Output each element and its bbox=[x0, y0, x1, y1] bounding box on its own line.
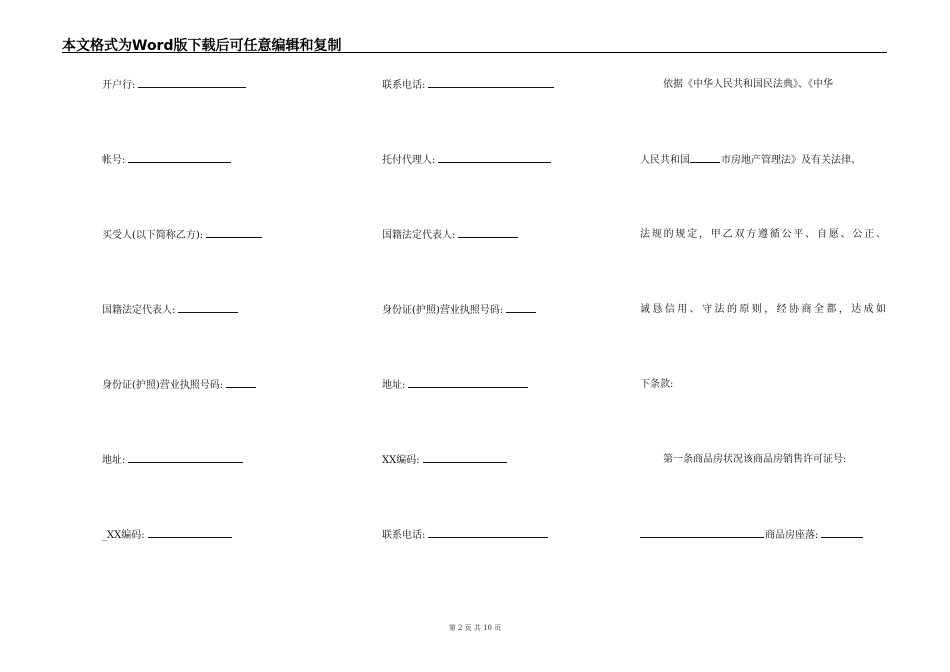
contract-text-line-2 bbox=[640, 152, 886, 169]
text-fragment: 人民共和国 bbox=[640, 155, 690, 166]
form-row-1 bbox=[0, 77, 950, 93]
field-postcode bbox=[382, 452, 507, 469]
contract-text-line-5: 下条款: bbox=[640, 379, 674, 390]
page-number: 第 2 页 共 10 页 bbox=[448, 624, 502, 632]
field-address bbox=[382, 377, 528, 394]
field-phone bbox=[382, 527, 548, 544]
field-postcode bbox=[102, 527, 232, 544]
field-label: 身份证(护照)营业执照号码: bbox=[102, 380, 224, 391]
field-agent bbox=[382, 152, 551, 169]
fill-blank bbox=[128, 152, 231, 163]
field-id-number bbox=[102, 377, 256, 394]
field-id-number bbox=[382, 302, 536, 319]
fill-blank bbox=[506, 302, 536, 313]
field-label: 托付代理人: bbox=[382, 155, 436, 166]
field-label: 帐号: bbox=[102, 155, 126, 166]
fill-blank bbox=[458, 227, 518, 238]
field-phone bbox=[382, 77, 554, 94]
field-nationality-rep bbox=[102, 302, 238, 319]
field-label: 国籍法定代表人: bbox=[102, 305, 176, 316]
fill-blank bbox=[178, 302, 238, 313]
contract-text-line-6: 第一条商品房状况该商品房销售许可证号: bbox=[663, 454, 847, 465]
field-bank bbox=[102, 77, 246, 94]
form-row-7 bbox=[0, 527, 950, 543]
form-row-3 bbox=[0, 227, 950, 243]
contract-text-line-7 bbox=[640, 527, 886, 544]
form-row-4 bbox=[0, 302, 950, 318]
fill-blank bbox=[138, 77, 246, 88]
fill-blank bbox=[821, 527, 863, 538]
fill-blank bbox=[428, 527, 548, 538]
fill-blank bbox=[128, 452, 243, 463]
header-divider bbox=[62, 52, 887, 53]
fill-blank bbox=[438, 152, 551, 163]
fill-blank bbox=[640, 527, 764, 538]
field-buyer bbox=[102, 227, 262, 244]
field-account bbox=[102, 152, 231, 169]
contract-text-line-3: 法规的规定，甲乙双方遵循公平、自愿、公正、 bbox=[640, 229, 886, 240]
field-label: 身份证(护照)营业执照号码: bbox=[382, 305, 504, 316]
fill-blank bbox=[226, 377, 256, 388]
contract-text-line-1: 依据《中华人民共和国民法典》、《中华 bbox=[663, 79, 833, 90]
form-row-2 bbox=[0, 152, 950, 168]
fill-blank bbox=[423, 452, 507, 463]
fill-blank bbox=[206, 227, 262, 238]
field-label: 开户行: bbox=[102, 80, 136, 91]
field-label: 联系电话: bbox=[382, 80, 426, 91]
field-label: 联系电话: bbox=[382, 530, 426, 541]
contract-text-line-4: 诚恳信用、守法的原则，经协商全都，达成如 bbox=[640, 304, 886, 315]
form-row-5 bbox=[0, 377, 950, 393]
field-label: 地址: bbox=[382, 380, 406, 391]
fill-blank bbox=[148, 527, 232, 538]
field-label: XX编码: bbox=[382, 455, 420, 466]
field-label: _XX编码: bbox=[102, 530, 145, 541]
fill-blank bbox=[690, 152, 720, 163]
form-row-6 bbox=[0, 452, 950, 468]
field-label: 国籍法定代表人: bbox=[382, 230, 456, 241]
field-address bbox=[102, 452, 243, 469]
fill-blank bbox=[408, 377, 528, 388]
text-fragment: 市房地产管理法》及有关法律、 bbox=[721, 155, 861, 166]
field-nationality-rep bbox=[382, 227, 518, 244]
fill-blank bbox=[428, 77, 554, 88]
field-label: 买受人(以下简称乙方): bbox=[102, 230, 204, 241]
text-fragment: 商品房座落: bbox=[765, 530, 819, 541]
field-label: 地址: bbox=[102, 455, 126, 466]
document-header-title: 本文格式为Word版下载后可任意编辑和复制 bbox=[62, 38, 342, 54]
